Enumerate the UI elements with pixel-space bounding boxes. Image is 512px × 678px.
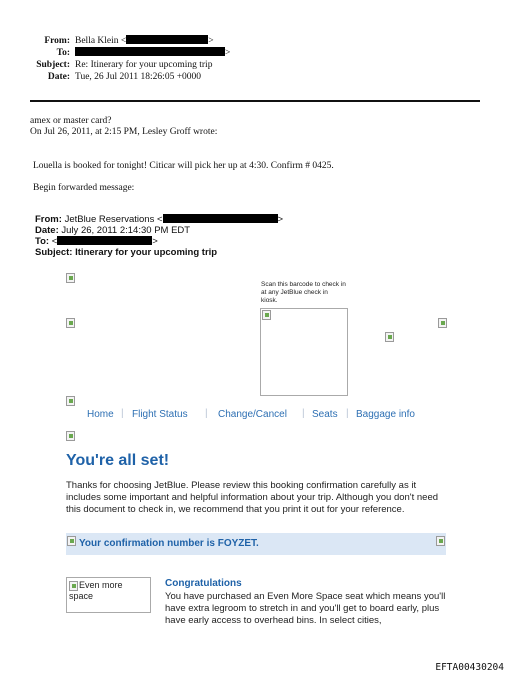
even-more-heading: Congratulations [165, 578, 242, 589]
fwd-date-row [35, 225, 190, 236]
broken-image-icon [438, 318, 447, 328]
broken-image-icon [67, 536, 76, 546]
fwd-to-open: < [51, 236, 58, 247]
broken-image-icon [66, 318, 75, 328]
nav-separator: | [205, 408, 208, 419]
redaction-bar [57, 236, 152, 245]
nav-flight-status-link[interactable]: Flight Status [132, 409, 188, 420]
fwd-subject-label: Subject: [35, 247, 73, 258]
header-to-row [0, 47, 512, 59]
header-date-label: Date: [47, 72, 70, 82]
broken-image-icon [69, 581, 78, 591]
body-line-1: amex or master card? [30, 116, 112, 126]
fwd-from-row [35, 214, 283, 225]
header-to-close: > [225, 48, 231, 58]
broken-image-icon [66, 396, 75, 406]
broken-image-icon [66, 273, 75, 283]
redaction-bar [163, 214, 278, 223]
broken-image-icon [262, 310, 271, 320]
body-line-2: On Jul 26, 2011, at 2:15 PM, Lesley Groff wrote: [30, 127, 218, 137]
nav-separator: | [302, 408, 305, 419]
confirmation-number: Your confirmation number is FOYZET. [79, 538, 259, 549]
broken-image-icon [66, 431, 75, 441]
nav-separator: | [121, 408, 124, 419]
header-from-value: Bella Klein < [75, 36, 127, 46]
fwd-to-row [35, 236, 158, 247]
body-line-3: Louella is booked for tonight! Citicar will pick her up at 4:30. Confirm # 0425. [33, 161, 334, 171]
header-subject-label: Subject: [36, 60, 70, 70]
fwd-to-label: To: [35, 236, 50, 247]
header-subject-row [0, 59, 512, 71]
redaction-bar [75, 47, 225, 56]
even-more-text: You have purchased an Even More Space seat which means you'll have extra legroom to stretch in and you'll get to board early, plus have early access to overhead bins. In select cities, [165, 591, 446, 626]
fwd-to-close: > [152, 236, 158, 247]
broken-image-icon [436, 536, 445, 546]
even-more-space-image [66, 577, 151, 613]
header-from-label: From: [44, 36, 70, 46]
header-subject-value: Re: Itinerary for your upcoming trip [75, 60, 213, 70]
nav-home-link[interactable]: Home [87, 409, 114, 420]
confirmation-banner [66, 533, 446, 555]
header-date-row [0, 71, 512, 83]
fwd-from-label: From: [35, 214, 62, 225]
header-from-row [0, 35, 512, 47]
header-divider [30, 100, 480, 102]
nav-separator: | [346, 408, 349, 419]
body-line-4: Begin forwarded message: [33, 183, 135, 193]
fwd-date-value: July 26, 2011 2:14:30 PM EDT [61, 225, 191, 236]
header-to-label: To: [56, 48, 70, 58]
even-more-space-alt: Even more space [69, 580, 123, 601]
fwd-subject-row [35, 247, 217, 258]
barcode-image [260, 308, 348, 396]
fwd-from-close: > [277, 214, 284, 225]
header-date-value: Tue, 26 Jul 2011 18:26:05 +0000 [75, 72, 202, 82]
fwd-subject-value: Itinerary for your upcoming trip [75, 247, 218, 258]
redaction-bar [126, 35, 208, 44]
barcode-caption: Scan this barcode to check in at any JetBlue check in kiosk. [261, 281, 346, 304]
nav-change-cancel-link[interactable]: Change/Cancel [218, 409, 287, 420]
broken-image-icon [385, 332, 394, 342]
fwd-date-label: Date: [35, 225, 59, 236]
intro-paragraph: Thanks for choosing JetBlue. Please review this booking confirmation carefully as it includes some important and helpful information about your trip. Although you don't need this document to check in, we recommend that you print it out for your reference. [66, 480, 439, 515]
nav-seats-link[interactable]: Seats [312, 409, 338, 420]
document-id: EFTA00430204 [435, 662, 504, 673]
nav-baggage-link[interactable]: Baggage info [356, 409, 415, 420]
fwd-from-value: JetBlue Reservations < [64, 214, 163, 225]
page-title: You're all set! [66, 452, 170, 469]
header-from-close: > [208, 36, 214, 46]
